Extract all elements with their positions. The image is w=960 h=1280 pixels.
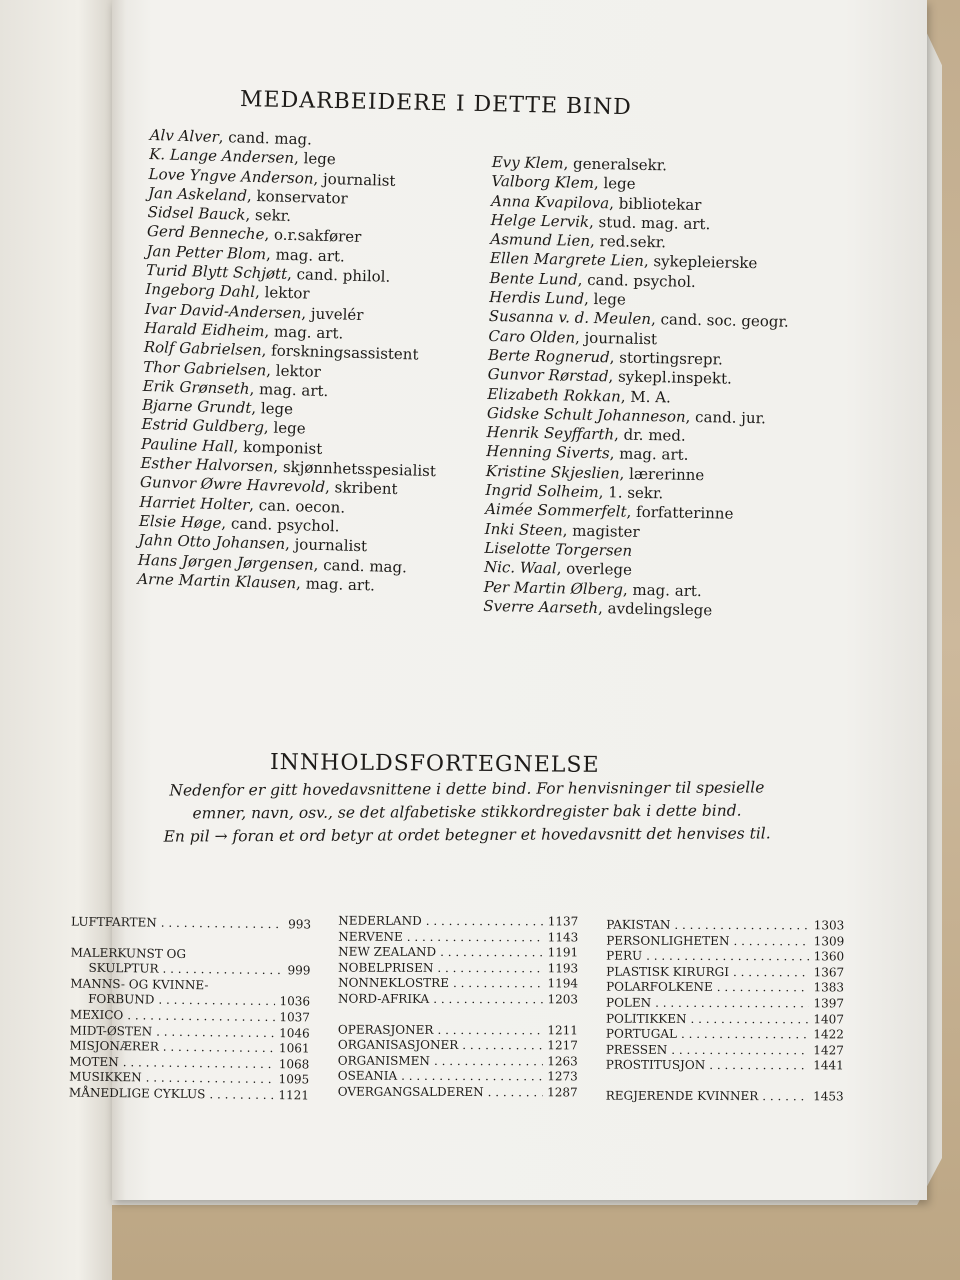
toc-entry-title: REGJERENDE KVINNER — [605, 1088, 759, 1104]
contributor-role: , generalsekr. — [563, 154, 668, 175]
contributor-role: , stud. mag. art. — [588, 212, 711, 234]
toc-entry — [338, 1085, 578, 1101]
toc-leader-dots — [709, 1058, 809, 1074]
contributor-role: , konservator — [246, 186, 348, 208]
toc-leader-dots — [733, 934, 809, 950]
contributor-name: Jan Askeland — [147, 183, 248, 205]
book-page — [68, 0, 927, 1200]
toc-entry-page: 1143 — [547, 929, 579, 945]
toc-leader-dots — [163, 1040, 275, 1057]
toc-entry — [606, 980, 844, 996]
contributor-role: , cand. jur. — [685, 407, 767, 428]
contributor-role: , mag. art. — [622, 580, 702, 600]
contributor-role: , lege — [251, 399, 294, 419]
contributor-role: , red.sekr. — [589, 232, 667, 252]
contributor-name: Jan Petter Blom — [146, 241, 267, 264]
contributor-role: , forskningsassistent — [261, 341, 419, 364]
contributor-name: Gunvor Øwre Havrevold — [139, 473, 326, 497]
intro-line: Nedenfor er gitt hovedavsnittene i dette bind. For henvisninger til spesielle — [169, 778, 765, 800]
contributor-name: Aimée Sommerfelt — [484, 500, 627, 521]
toc-entry — [338, 1022, 578, 1038]
contributor-role: , lege — [583, 289, 626, 309]
toc-entry — [606, 949, 844, 965]
contributor-role: , overlege — [556, 559, 633, 579]
toc-entry-title: POLARFOLKENE — [606, 979, 713, 995]
contributor-name: Thor Gabrielsen — [143, 357, 267, 379]
toc-entry-page: 1427 — [813, 1043, 844, 1058]
toc-entry-title: OPERASJONER — [337, 1022, 434, 1037]
contributor-name: Ingrid Solheim — [485, 480, 599, 502]
toc-leader-dots — [671, 1043, 809, 1059]
toc-entry — [606, 933, 844, 949]
contributor-name: Estrid Guldberg — [141, 415, 265, 437]
contributor-name: Alv Alver — [149, 126, 220, 146]
toc-leader-dots — [437, 1022, 543, 1038]
contributor-role: , dr. med. — [613, 425, 686, 445]
contributor-name: Henrik Seyffarth — [486, 423, 615, 444]
toc-entry-title: OVERGANGSALDEREN — [337, 1084, 484, 1100]
toc-entry-title: NONNEKLOSTRE — [338, 975, 449, 991]
contributor-name: Inki Steen — [484, 519, 563, 540]
toc-leader-dots — [158, 993, 275, 1010]
toc-entry-title: MISJONÆRER — [69, 1038, 159, 1054]
toc-entry-page: 1193 — [547, 961, 579, 976]
intro-line: En pil → foran et ord betyr at ordet betegner et hovedavsnitt det henvises til. — [163, 824, 771, 846]
contributor-name: Sverre Aarseth — [483, 596, 599, 617]
toc-entry-title: NEDERLAND — [338, 913, 422, 928]
toc-entry-page: 1203 — [547, 992, 579, 1007]
toc-column-3 — [606, 918, 845, 1105]
toc-entry-title: MOTEN — [69, 1054, 119, 1069]
toc-leader-dots — [156, 1024, 275, 1041]
toc-entry-page: 1273 — [547, 1069, 578, 1084]
toc-entry — [606, 1011, 844, 1027]
contributor-name: Kristine Skjeslien — [485, 461, 620, 483]
toc-leader-dots — [646, 949, 810, 965]
toc-entry — [606, 1042, 844, 1058]
contributor-name: Ellen Margrete Lien — [489, 249, 645, 271]
toc-leader-dots — [162, 962, 283, 979]
contributor-name: Per Martin Ølberg — [483, 577, 624, 599]
toc-entry-title: OSEANIA — [337, 1068, 398, 1084]
contributors-list-right — [483, 153, 792, 622]
contributor-role: , mag. art. — [295, 574, 376, 595]
contributor-name: Elsie Høge — [138, 511, 222, 533]
toc-leader-dots — [681, 1027, 809, 1043]
toc-entry-page: 999 — [287, 963, 311, 978]
toc-entry-title: NEW ZEALAND — [338, 944, 437, 960]
toc-entry — [606, 964, 844, 980]
toc-entry-page: 1367 — [813, 965, 845, 980]
contributor-name: Esther Halvorsen — [140, 453, 274, 476]
contributor-role: , cand. mag. — [218, 127, 313, 149]
toc-leader-dots — [674, 918, 809, 934]
contributor-name: Gunvor Rørstad — [487, 365, 609, 386]
toc-entry-title: PERSONLIGHETEN — [606, 933, 730, 948]
toc-leader-dots — [488, 1085, 544, 1101]
toc-entry-page: 1061 — [278, 1041, 310, 1056]
contributor-role: , magister — [562, 521, 640, 541]
toc-entry — [606, 1089, 844, 1105]
contributor-name: Sidsel Bauck — [147, 203, 246, 224]
toc-leader-dots — [762, 1089, 809, 1105]
contributor-role: , mag. art. — [609, 444, 689, 465]
toc-entry — [338, 1069, 578, 1085]
toc-entry — [606, 1058, 844, 1074]
toc-leader-dots — [717, 980, 810, 996]
contributor-role: , lege — [263, 418, 306, 438]
contributor-name: Liselotte Torgersen — [484, 538, 633, 560]
toc-leader-dots — [401, 1069, 543, 1085]
toc-entry-page: 1407 — [813, 1011, 844, 1026]
contributor-name: Gidske Schult Johanneson — [486, 403, 686, 426]
contributor-name: Henning Siverts — [486, 442, 610, 463]
contributor-role: , bibliotekar — [609, 193, 702, 214]
toc-entry — [338, 914, 578, 930]
contributor-name: Love Yngve Anderson — [148, 164, 314, 188]
contributor-name: Harriet Holter — [139, 492, 250, 514]
toc-leader-dots — [434, 1054, 543, 1070]
contributor-role: , lege — [593, 174, 636, 194]
contributor-role: , cand. psychol. — [221, 514, 340, 536]
toc-entry-page: 993 — [288, 917, 312, 932]
toc-entry — [606, 918, 844, 934]
contributor-role: , 1. sekr. — [598, 483, 664, 503]
toc-entry-page: 1303 — [813, 918, 845, 933]
toc-entry-title: MUSIKKEN — [69, 1069, 142, 1085]
contributor-role: , can. oecon. — [249, 495, 346, 517]
toc-entry — [338, 960, 578, 976]
toc-leader-dots — [691, 1011, 810, 1027]
contributor-name: Ivar David-Andersen — [144, 299, 302, 322]
toc-entry — [338, 976, 578, 992]
toc-entry-page: 1397 — [813, 996, 845, 1011]
toc-entry-page: 1036 — [279, 994, 311, 1009]
toc-entry-title: ORGANISMEN — [337, 1053, 430, 1068]
toc-leader-dots — [733, 965, 810, 981]
toc-leader-dots — [433, 992, 543, 1008]
toc-entry-page: 1422 — [813, 1027, 844, 1042]
toc-entry-title: PRESSEN — [605, 1042, 668, 1057]
toc-entry — [338, 929, 578, 945]
contributor-name: Berte Rognerud — [487, 345, 610, 367]
contributor-role: , avdelingslege — [597, 598, 713, 620]
toc-entry — [338, 1053, 578, 1069]
contributor-role: , cand. philol. — [286, 264, 391, 286]
contributor-role: , cand. soc. geogr. — [650, 310, 789, 332]
contributor-role: , mag. art. — [264, 322, 344, 343]
toc-entry-title: PLASTISK KIRURGI — [606, 964, 730, 979]
contributor-role: , skribent — [324, 478, 398, 499]
toc-entry-page: 1121 — [278, 1088, 310, 1103]
contributors-list-left — [137, 126, 445, 597]
contributor-role: , sykepleierske — [643, 252, 758, 273]
contributor-name: Jahn Otto Johansen — [138, 531, 286, 554]
toc-leader-dots — [440, 945, 544, 961]
toc-entry-title: PERU — [606, 948, 643, 963]
contributor-name: Nic. Waal — [483, 558, 557, 578]
toc-leader-dots — [407, 929, 544, 945]
contributor-name: Ingeborg Dahl — [145, 280, 256, 302]
contributor-name: Bente Lund — [489, 268, 578, 289]
contributor-name: Asmund Lien — [490, 230, 591, 251]
toc-entry-page: 1191 — [547, 945, 579, 960]
toc-entry-page: 1037 — [279, 1010, 310, 1025]
toc-entry-page: 1309 — [813, 933, 845, 949]
toc-leader-dots — [426, 914, 544, 930]
contributor-role: , M. A. — [620, 387, 672, 407]
contributor-name: Valborg Klem — [491, 172, 595, 193]
toc-entry — [338, 992, 578, 1008]
contributor-name: Susanna v. d. Meulen — [488, 307, 652, 329]
contributor-role: , sekr. — [245, 205, 292, 226]
contributor-name: Elizabeth Rokkan — [487, 384, 621, 406]
contributor-name: Caro Olden — [488, 326, 576, 347]
contributor-role: , journalist — [313, 169, 396, 190]
contributor-role: , stortingsrepr. — [609, 348, 724, 369]
toc-entry-page: 1137 — [547, 914, 579, 929]
toc-entry-title: ORGANISASJONER — [337, 1037, 459, 1053]
toc-entry-title: MEXICO — [69, 1007, 124, 1023]
contributor-role: , cand. mag. — [313, 555, 408, 576]
toc-entry-title: MIDT-ØSTEN — [69, 1023, 153, 1039]
toc-leader-dots — [146, 1071, 275, 1088]
contributor-role: , lærerinne — [619, 464, 705, 484]
toc-entry-title: PORTUGAL — [605, 1026, 678, 1041]
toc-entry-title: NOBELPRISEN — [338, 960, 434, 975]
contributor-name: Evy Klem — [491, 153, 564, 173]
toc-leader-dots — [161, 916, 284, 933]
toc-entry-page: 1217 — [547, 1038, 578, 1053]
toc-entry-page: 1453 — [813, 1089, 844, 1104]
contributor-role: , lektor — [266, 360, 322, 381]
contributor-role: , skjønnhetsspesialist — [273, 457, 437, 481]
intro-line: emner, navn, osv., se det alfabetiske stikkordregister bak i dette bind. — [192, 801, 742, 823]
toc-entry-title: NORD-AFRIKA — [338, 991, 430, 1006]
toc-leader-dots — [655, 996, 809, 1012]
contributor-name: Rolf Gabrielsen — [143, 338, 262, 360]
toc-entry-title: MALERKUNST OG — [70, 945, 187, 961]
toc-entry — [606, 996, 844, 1012]
toc-heading: INNHOLDSFORTEGNELSE — [269, 750, 600, 779]
contributor-name: Harald Eidheim — [144, 318, 265, 341]
toc-entry-page: 1068 — [278, 1056, 310, 1072]
toc-leader-dots — [209, 1087, 274, 1103]
toc-entry-page: 1046 — [279, 1025, 310, 1041]
contributor-name: Turid Blytt Schjøtt — [145, 261, 288, 283]
toc-entry-page: 1441 — [813, 1058, 844, 1073]
contributor-role: , forfatterinne — [626, 502, 734, 524]
toc-entry-title: POLITIKKEN — [605, 1011, 687, 1026]
toc-leader-dots — [462, 1038, 543, 1054]
contributor-role: , lege — [293, 149, 337, 169]
toc-entry-title: MÅNEDLIGE CYKLUS — [68, 1085, 206, 1102]
toc-leader-dots — [127, 1008, 275, 1025]
contributor-role: , sykepl.inspekt. — [608, 367, 733, 388]
toc-entry-title: MANNS- OG KVINNE- — [70, 976, 209, 993]
toc-entry-title: NERVENE — [338, 929, 403, 944]
toc-entry-page: 1360 — [813, 949, 845, 964]
contributor-name: Hans Jørgen Jørgensen — [137, 550, 314, 574]
contributor-name: Bjarne Grundt — [141, 396, 252, 418]
contributor-role: , lektor — [254, 283, 310, 303]
contributor-name: Herdis Lund — [489, 288, 585, 308]
contributor-name: Anna Kvapilova — [490, 191, 610, 212]
toc-entry-title: SKULPTUR — [88, 960, 159, 976]
contributor-role: , mag. art. — [265, 245, 346, 266]
contributor-role: , o.r.sakfører — [264, 225, 362, 247]
contributor-role: , mag. art. — [249, 379, 329, 400]
toc-entry — [69, 1085, 309, 1104]
contributor-role: , journalist — [574, 328, 658, 348]
contributor-name: Pauline Hall — [140, 434, 234, 456]
toc-entry-title: POLEN — [606, 995, 652, 1010]
toc-entry — [71, 915, 311, 934]
toc-intro — [122, 776, 812, 849]
toc-entry — [338, 945, 578, 961]
toc-entry — [606, 1027, 844, 1043]
contributor-name: Helge Lervik — [490, 210, 590, 231]
toc-entry-page: 1383 — [813, 980, 845, 995]
toc-leader-dots — [453, 976, 544, 992]
toc-entry-title: PAKISTAN — [606, 917, 671, 932]
toc-column-1 — [69, 915, 311, 1104]
toc-entry-title: FORBUND — [88, 992, 155, 1007]
contributor-name: Gerd Benneche — [146, 222, 265, 244]
toc-entry-page: 1095 — [278, 1072, 310, 1087]
toc-entry-title: LUFTFARTEN — [70, 914, 157, 930]
toc-entry-title: PROSTITUSJON — [605, 1057, 706, 1073]
contributor-name: K. Lange Andersen — [148, 145, 295, 168]
contributor-role: , juvelér — [301, 303, 364, 324]
toc-entry-page: 1211 — [547, 1022, 578, 1037]
contributor-role: , komponist — [233, 437, 323, 458]
contributor-name: Erik Grønseth — [142, 376, 250, 398]
contributor-role: , journalist — [284, 535, 368, 556]
contributors-heading: MEDARBEIDERE I DETTE BIND — [239, 86, 633, 120]
contributor-name: Arne Martin Klausen — [137, 569, 297, 593]
toc-entry-page: 1287 — [547, 1085, 578, 1100]
contributor-role: , cand. psychol. — [577, 270, 696, 291]
toc-leader-dots — [123, 1055, 275, 1072]
toc-entry — [338, 1038, 578, 1054]
toc-leader-dots — [437, 961, 543, 977]
toc-entry-page: 1194 — [547, 976, 579, 991]
toc-entry-page: 1263 — [547, 1054, 578, 1069]
toc-column-2 — [338, 914, 579, 1101]
